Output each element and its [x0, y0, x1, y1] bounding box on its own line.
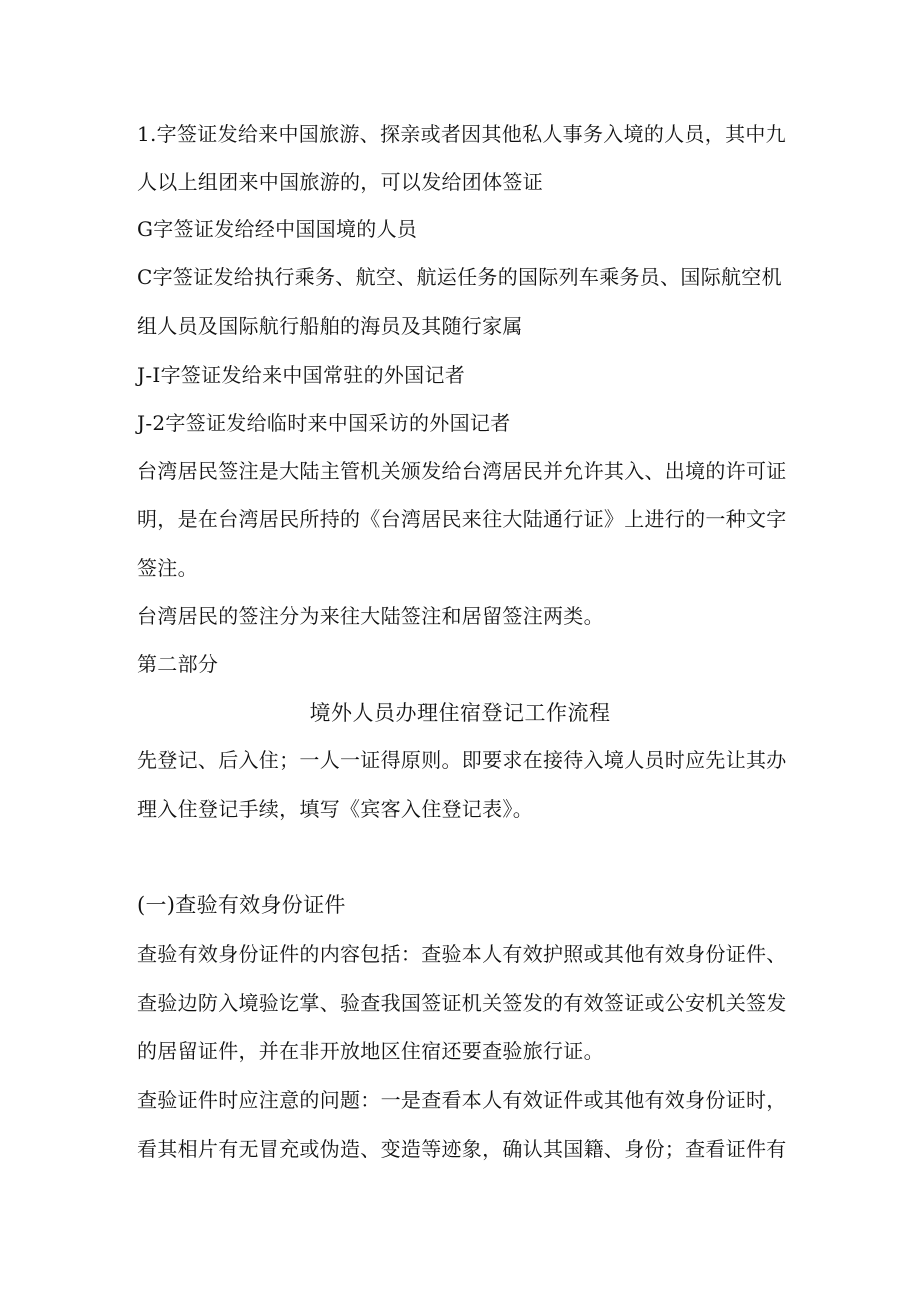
paragraph-taiwan-endorsement-line2: 明，是在台湾居民所持的《台湾居民来往大陆通行证》上进行的一种文字 — [137, 507, 787, 531]
paragraph-verify-notes-line1: 查验证件时应注意的问题：一是查看本人有效证件或其他有效身份证时， — [137, 1088, 787, 1112]
section-heading-part-two: 第二部分 — [137, 652, 219, 676]
paragraph-l-visa-line1: 1.字签证发给来中国旅游、探亲或者因其他私人事务入境的人员，其中九 — [137, 122, 786, 146]
paragraph-c-visa-line2: 组人员及国际航行船舶的海员及其随行家属 — [137, 314, 523, 338]
paragraph-verify-content-line3: 的居留证件，并在非开放地区住宿还要查验旅行证。 — [137, 1039, 604, 1063]
paragraph-verify-content-line1: 查验有效身份证件的内容包括：查验本人有效护照或其他有效身份证件、 — [137, 942, 787, 966]
page-title: 境外人员办理住宿登记工作流程 — [309, 701, 611, 725]
paragraph-l-visa-line2: 人以上组团来中国旅游的，可以发给团体签证 — [137, 170, 543, 194]
paragraph-j2-visa: J-2字签证发给临时来中国采访的外国记者 — [137, 411, 511, 435]
paragraph-c-visa-line1: C字签证发给执行乘务、航空、航运任务的国际列车乘务员、国际航空机 — [137, 265, 782, 289]
paragraph-verify-content-line2: 查验边防入境验讫掌、验查我国签证机关签发的有效签证或公安机关签发 — [137, 991, 787, 1015]
paragraph-j1-visa: J-I字签证发给来中国常驻的外国记者 — [137, 363, 466, 387]
paragraph-verify-notes-line2: 看其相片有无冒充或伪造、变造等迹象，确认其国籍、身份；查看证件有 — [137, 1137, 787, 1161]
section-heading-verify-id: (一)查验有效身份证件 — [137, 893, 346, 917]
paragraph-taiwan-endorsement-line3: 签注。 — [137, 556, 198, 580]
paragraph-taiwan-endorsement-line1: 台湾居民签注是大陆主管机关颁发给台湾居民并允许其入、出境的许可证 — [137, 459, 787, 483]
paragraph-endorsement-types: 台湾居民的签注分为来往大陆签注和居留签注两类。 — [137, 604, 604, 628]
paragraph-registration-principle-line2: 理入住登记手续，填写《宾客入住登记表》。 — [137, 797, 533, 821]
paragraph-g-visa: G字签证发给经中国国境的人员 — [137, 217, 418, 241]
paragraph-registration-principle-line1: 先登记、后入住；一人一证得原则。即要求在接待入境人员时应先让其办 — [137, 748, 787, 772]
